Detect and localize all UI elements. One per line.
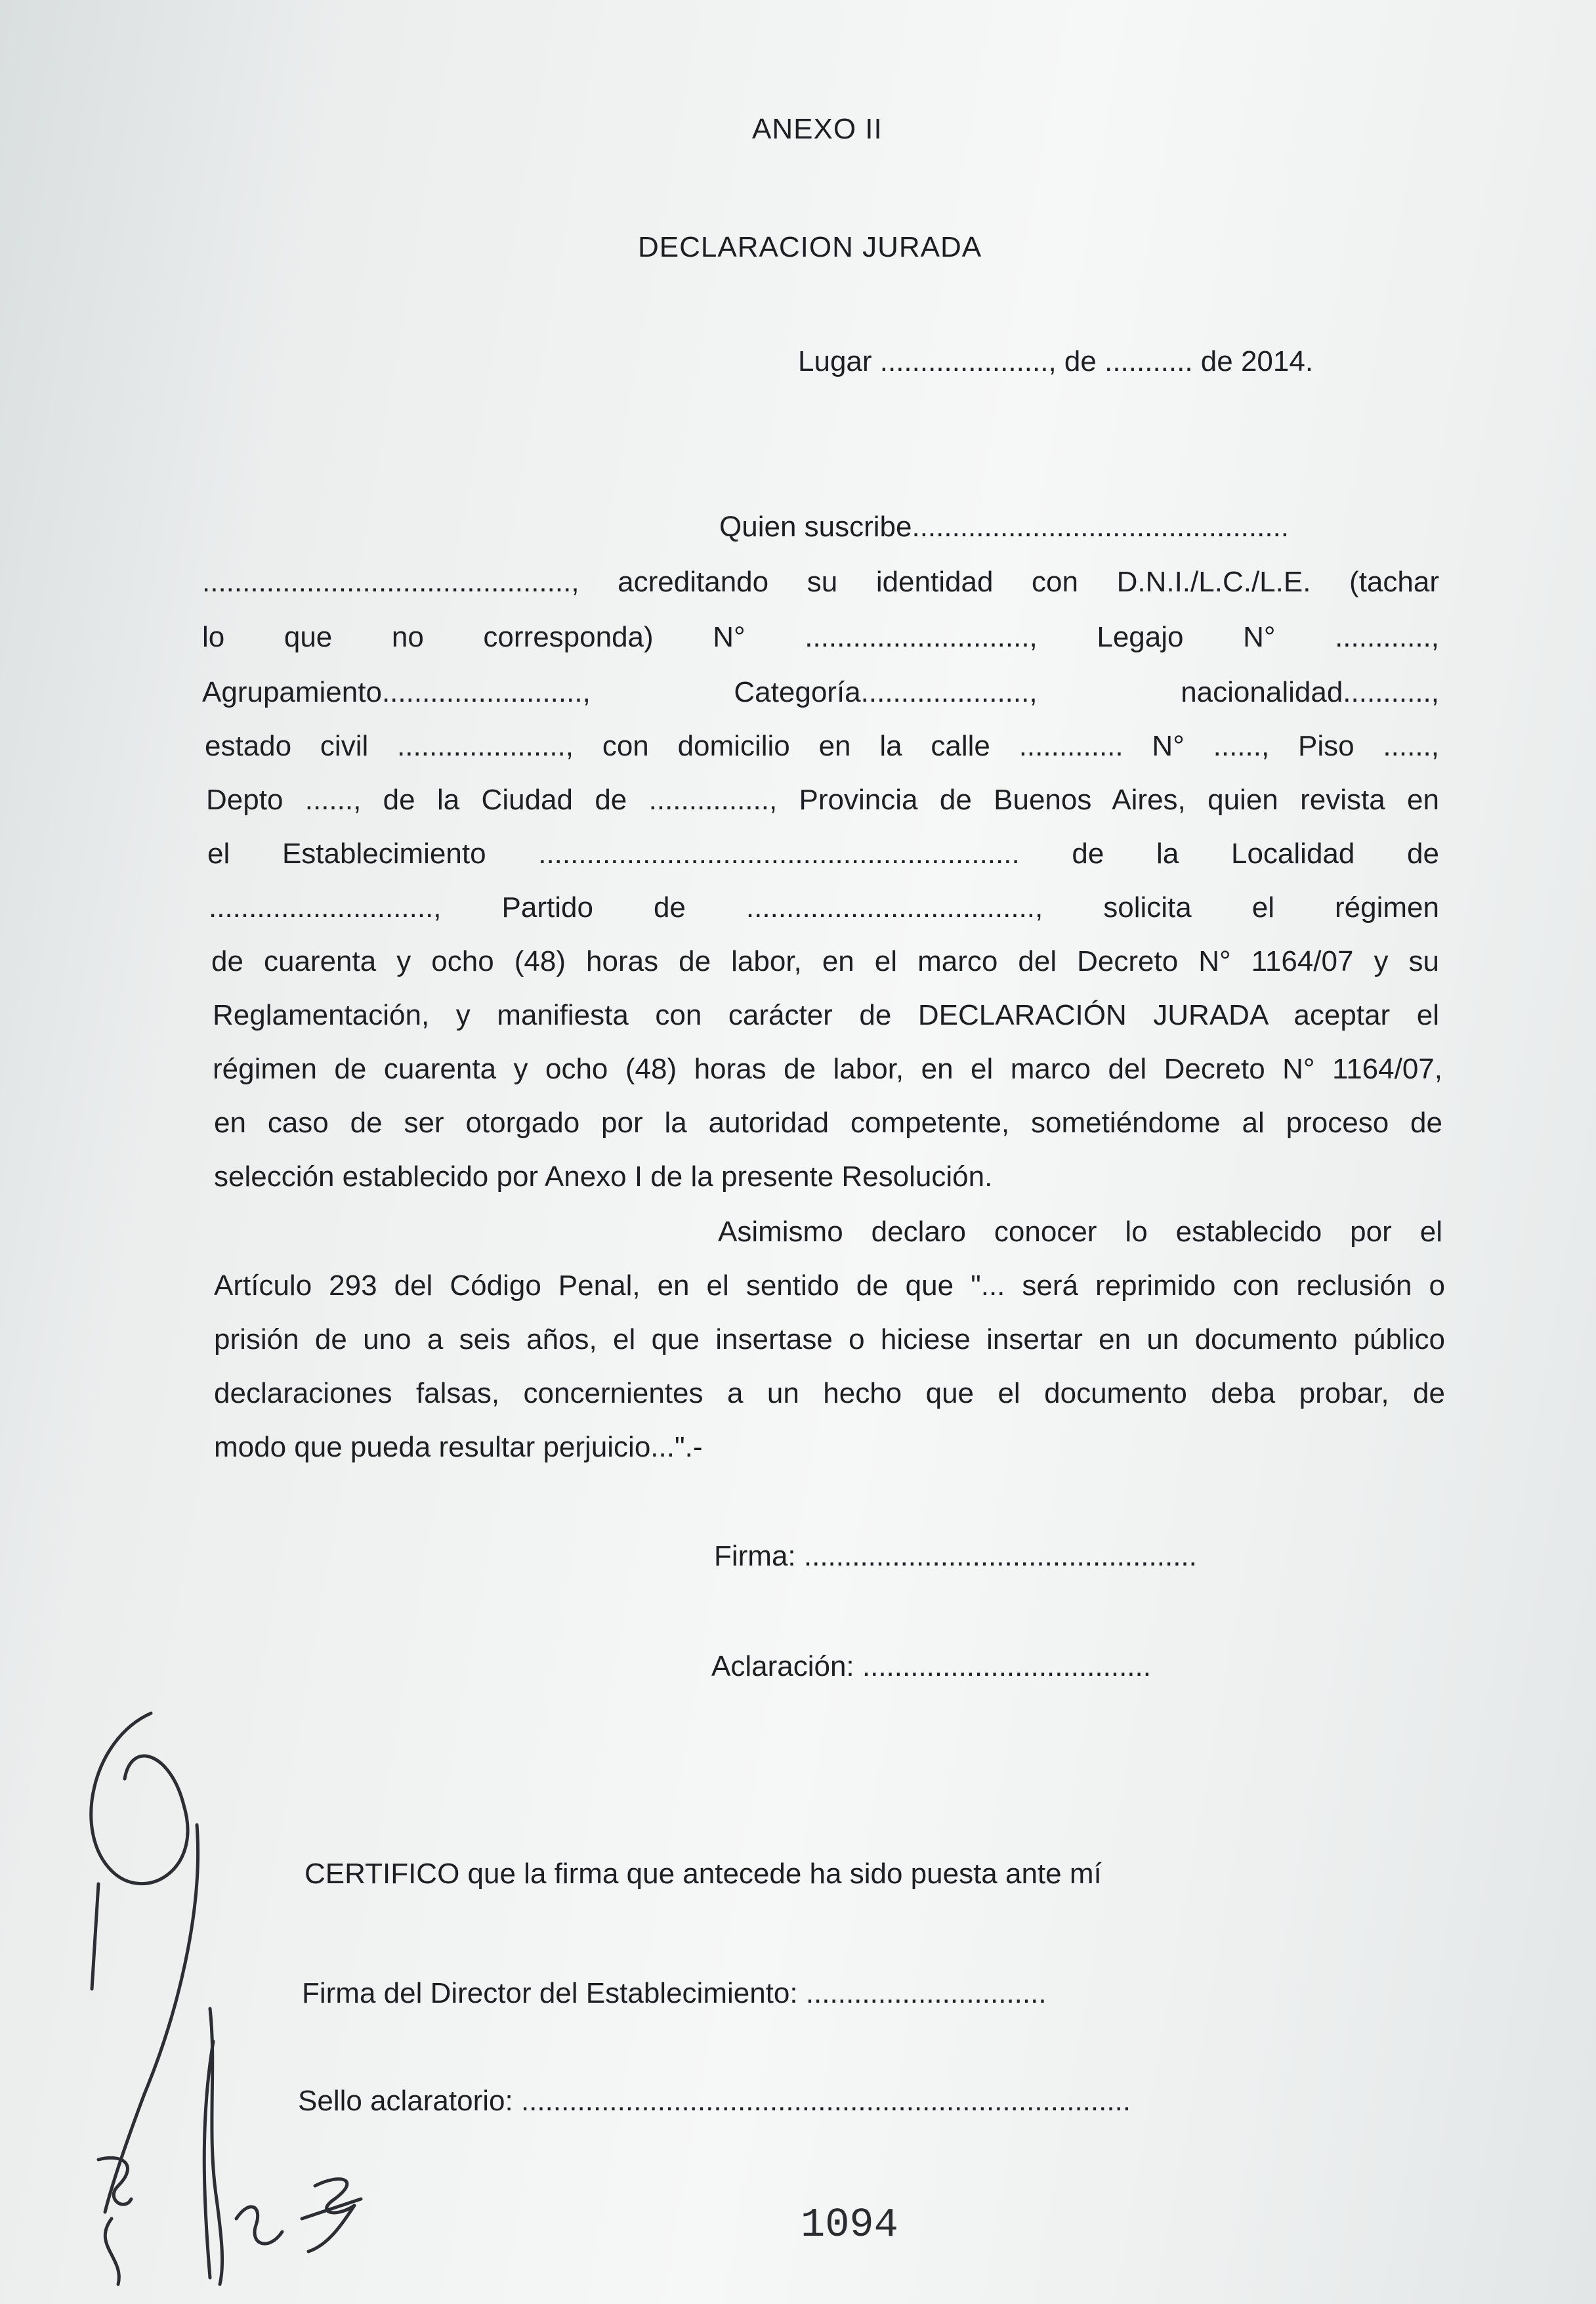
declaration-line-5: estado civil ....................., con domicilio en la calle ............. N° ......, Piso ......, [205, 730, 1439, 762]
declaration-line-7: el Establecimiento ............................................................ de la Localidad de [207, 838, 1439, 870]
declaration-line-9: de cuarenta y ocho (48) horas de labor, en el marco del Decreto N° 1164/07 y su [211, 945, 1439, 977]
declaration-line-3: lo que no corresponda) N° ............................, Legajo N° ............, [202, 621, 1439, 653]
director-signature-field: Firma del Director del Establecimiento: .............................. [302, 1977, 1047, 2009]
declaration-line-10: Reglamentación, y manifiesta con carácter de DECLARACIÓN JURADA aceptar el [213, 999, 1439, 1031]
declaration-line-12: en caso de ser otorgado por la autoridad competente, sometiéndome al proceso de [214, 1107, 1442, 1139]
annex-heading: ANEXO II [752, 113, 883, 145]
handwritten-signature-icon [52, 1700, 394, 2291]
declaration-line-8: ............................, Partido de ...................................., solicita el régimen [209, 891, 1439, 924]
declaration-line-1: Quien suscribe............................................... [719, 511, 1290, 543]
declaration-line-2: .............................................., acreditando su identidad con D.N.I./L.C./L.E. (tachar [202, 566, 1439, 598]
document-title: DECLARACION JURADA [638, 231, 982, 263]
penal-line-5: modo que pueda resultar perjuicio...".- [214, 1431, 703, 1463]
certification-statement: CERTIFICO que la firma que antecede ha sido puesta ante mí [304, 1858, 1102, 1890]
penal-line-4: declaraciones falsas, concernientes a un hecho que el documento deba probar, de [214, 1377, 1445, 1409]
penal-line-2: Artículo 293 del Código Penal, en el sentido de que "... será reprimido con reclusión o [214, 1269, 1445, 1302]
penal-line-3: prisión de uno a seis años, el que insertase o hiciese insertar en un documento público [214, 1323, 1445, 1355]
declaration-line-13: selección establecido por Anexo I de la presente Resolución. [214, 1161, 993, 1193]
signature-field: Firma: ................................................. [714, 1540, 1197, 1572]
declaration-line-11: régimen de cuarenta y ocho (48) horas de labor, en el marco del Decreto N° 1164/07, [213, 1053, 1442, 1085]
penal-line-1: Asimismo declaro conocer lo establecido por el [718, 1216, 1442, 1248]
place-date-line: Lugar ....................., de ........... de 2014. [798, 345, 1314, 377]
clarification-field: Aclaración: .................................... [711, 1650, 1151, 1682]
folio-number: 1094 [801, 2202, 898, 2248]
declaration-line-4: Agrupamiento........................., Categoría....................., nacionalidad..........., [202, 676, 1439, 708]
seal-field: Sello aclaratorio: ............................................................................ [298, 2085, 1131, 2117]
declaration-line-6: Depto ......, de la Ciudad de ..............., Provincia de Buenos Aires, quien revista en [206, 784, 1439, 816]
